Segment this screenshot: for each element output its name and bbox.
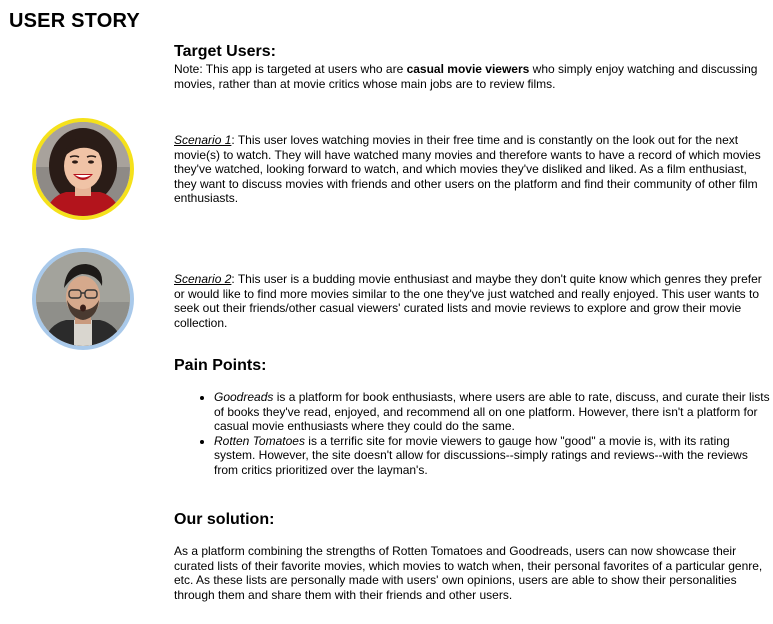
scenario-1-description: : This user loves watching movies in their free time and is constantly on the look out for the next movie(s) to watch. They will have watched many movies and therefore wants to have a record of which movies they've watched, looking forward to watch, and which movies they've disliked and liked. As a film enthusiast, they want to discuss movies with friends and other users on the platform and find their community of other film enthusiasts. (174, 133, 761, 205)
pain-point-2-name: Rotten Tomatoes (214, 433, 305, 448)
scenario-2-avatar (32, 248, 134, 350)
pain-point-1-text: is a platform for book enthusiasts, where users are able to rate, discuss, and curate their lists of books they've read, enjoyed, and recommend all on one platform. However, there isn't a platform for casual movie enthusiasts where they could do the same. (214, 390, 770, 433)
scenario-1-avatar (32, 118, 134, 220)
note-text-start: Note: This app is targeted at users who are (174, 62, 407, 76)
page-title: USER STORY (9, 10, 140, 32)
pain-point-1-name: Goodreads (214, 390, 274, 404)
scenario-2-description: : This user is a budding movie enthusiast and maybe they don't quite know which genres they prefer or would like to find more movies similar to the one they've just watched and really enjoyed. This user wants to seek out their friends/other casual viewers' curated lists and movie reviews to explore and grow their movie collection. (174, 272, 762, 330)
note-bold-phrase: casual movie viewers (406, 62, 530, 76)
target-users-heading: Target Users: (174, 43, 276, 60)
scenario-2-label: Scenario 2 (174, 272, 232, 286)
note-text-end: who simply enjoy watching and discussing movies, rather than at movie critics whose main jobs are to review films. (174, 62, 758, 91)
pain-points-heading: Pain Points: (174, 357, 267, 374)
smiling-woman-portrait-icon (36, 122, 130, 216)
target-users-note (174, 62, 764, 91)
scenario-1-text (174, 133, 764, 206)
scenario-2-text (174, 272, 764, 330)
pain-point-2-text: is a terrific site for movie viewers to gauge how "good" a movie is, with its rating system. However, the site doesn't allow for discussions--simply ratings and reviews--with the reviews from critics prioritized over the layman's. (214, 433, 748, 477)
list-item (214, 434, 770, 478)
list-item (214, 390, 770, 434)
pain-points-list (174, 390, 770, 477)
solution-heading: Our solution: (174, 511, 275, 528)
solution-text: As a platform combining the strengths of Rotten Tomatoes and Goodreads, users can now showcase their curated lists of their favorite movies, which movies to watch when, their personal favorites of a particular genre, etc. As these lists are personally made with users' own opinions, users are able to show their personalities through them and share them with their friends and other users. (174, 544, 763, 602)
scenario-1-label: Scenario 1 (174, 133, 232, 147)
surprised-man-portrait-icon (36, 252, 130, 346)
